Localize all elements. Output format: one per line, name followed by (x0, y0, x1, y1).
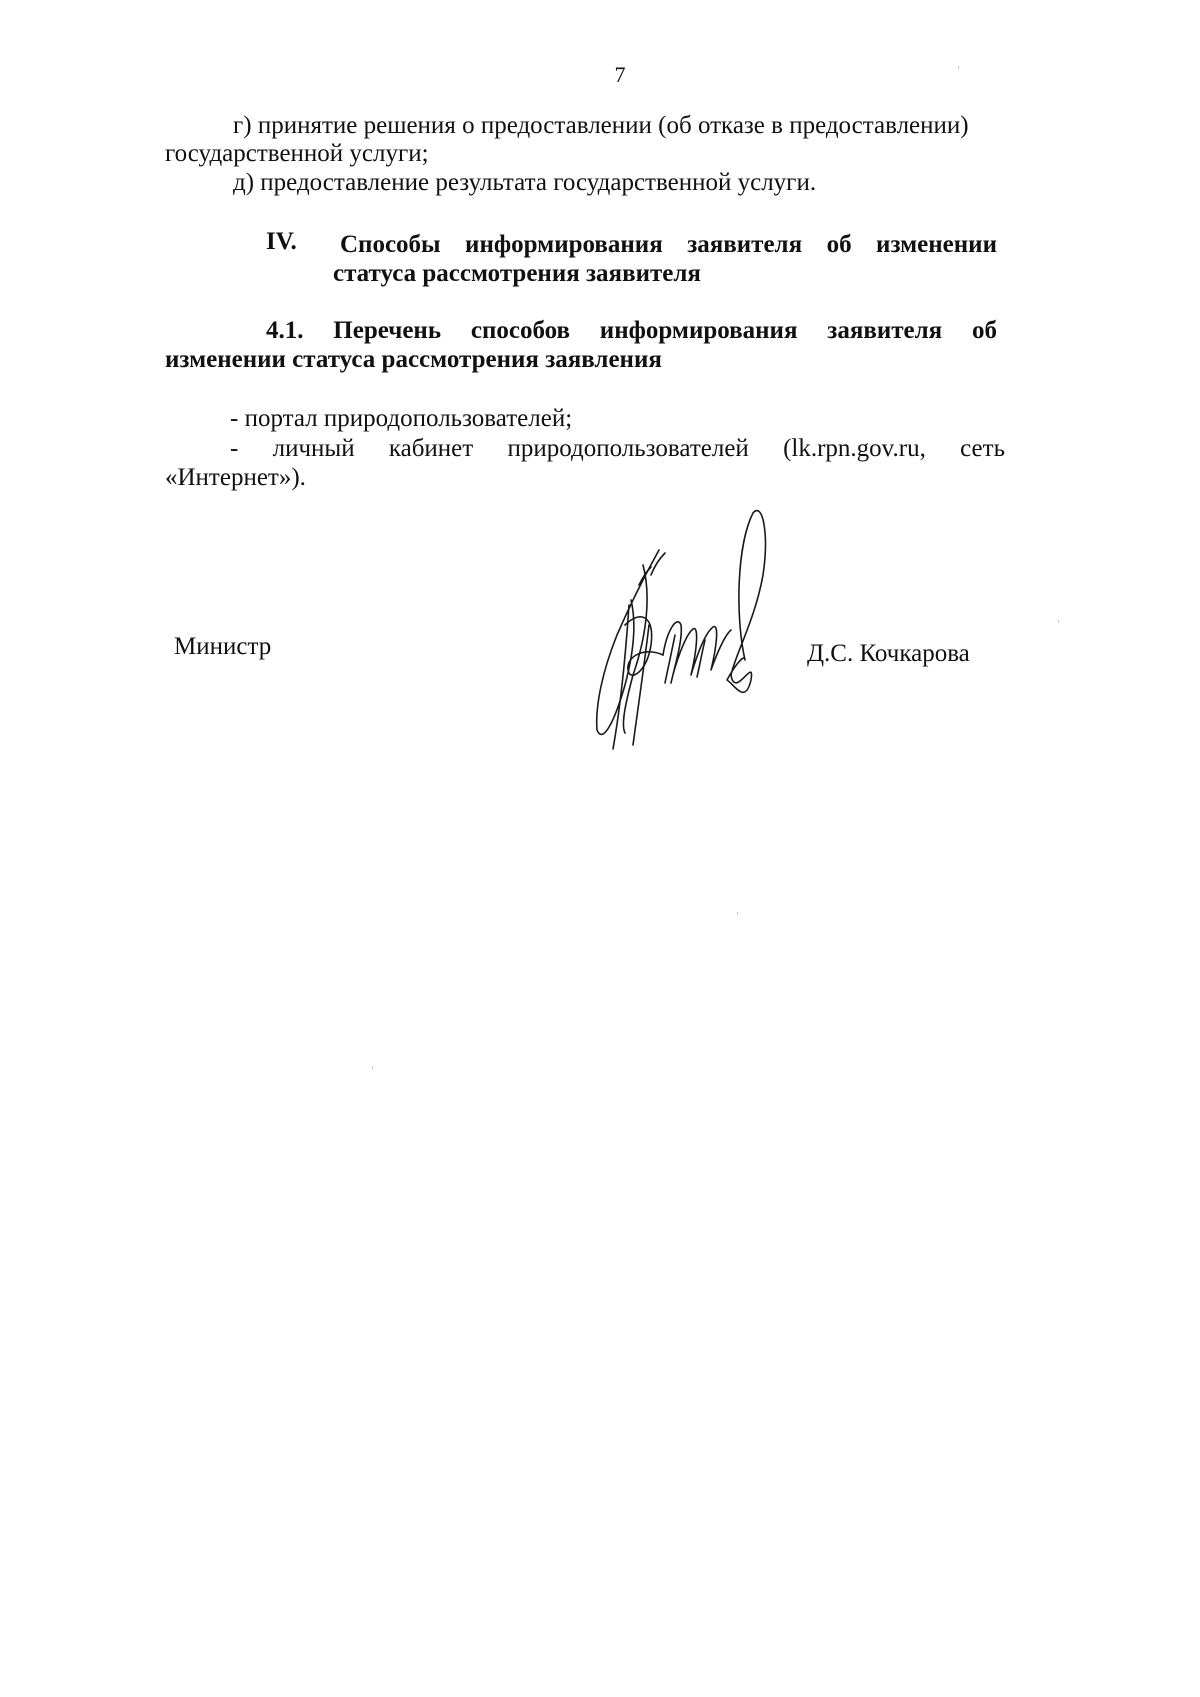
method-cabinet-word: (lk.rpn.gov.ru, (783, 435, 926, 462)
method-cabinet-word: сеть (960, 435, 1005, 462)
subsection-title-word: информирования (599, 317, 798, 344)
subsection-title-line-1 (266, 315, 997, 347)
section-number: IV. (266, 228, 297, 255)
handwritten-signature (585, 505, 805, 815)
signature-stroke (633, 625, 649, 745)
method-cabinet-word: личный (272, 435, 355, 462)
scan-artifact (737, 912, 738, 915)
scan-artifact (372, 1066, 373, 1069)
signature-stroke (651, 553, 665, 575)
section-title-word: изменении (876, 231, 997, 258)
subsection-title-word: заявителя (827, 317, 943, 344)
section-title-line-2: статуса рассмотрения заявителя (333, 260, 701, 287)
page-number: 7 (614, 62, 626, 87)
scan-artifact (1058, 620, 1059, 623)
item-g-line-1: г) принятие решения о предоставлении (об отказе в предоставлении) (233, 112, 969, 139)
subsection-title-word: способов (470, 317, 570, 344)
method-cabinet-word: - (230, 435, 239, 462)
signatory-name: Д.С. Кочкарова (807, 640, 970, 667)
section-title-word: об (826, 231, 852, 258)
section-title-word: заявителя (687, 231, 803, 258)
signatory-position: Министр (174, 633, 272, 660)
method-cabinet-word: кабинет (388, 435, 474, 462)
section-title-word: информирования (465, 231, 663, 258)
method-cabinet-line-1 (230, 433, 1005, 465)
signature-stroke (623, 565, 647, 733)
subsection-title-word: об (971, 317, 997, 344)
item-g-line-2: государственной услуги; (165, 140, 429, 167)
subsection-title-line-2: изменении статуса рассмотрения заявления (165, 346, 662, 373)
section-title-line-1 (340, 229, 997, 261)
subsection-title-word: Перечень (333, 317, 442, 344)
method-portal: - портал природопользователей; (230, 405, 573, 432)
method-cabinet-line-2: «Интернет»). (165, 464, 306, 491)
signature-stroke (727, 511, 765, 693)
signature-stroke (597, 550, 659, 734)
item-d-line: д) предоставление результата государственной услуги. (233, 169, 817, 196)
subsection-title-word: 4.1. (266, 317, 304, 344)
signature-stroke (625, 617, 663, 675)
scan-artifact (958, 66, 959, 69)
method-cabinet-word: природопользователей (507, 435, 749, 462)
section-title-word: Способы (340, 231, 441, 258)
